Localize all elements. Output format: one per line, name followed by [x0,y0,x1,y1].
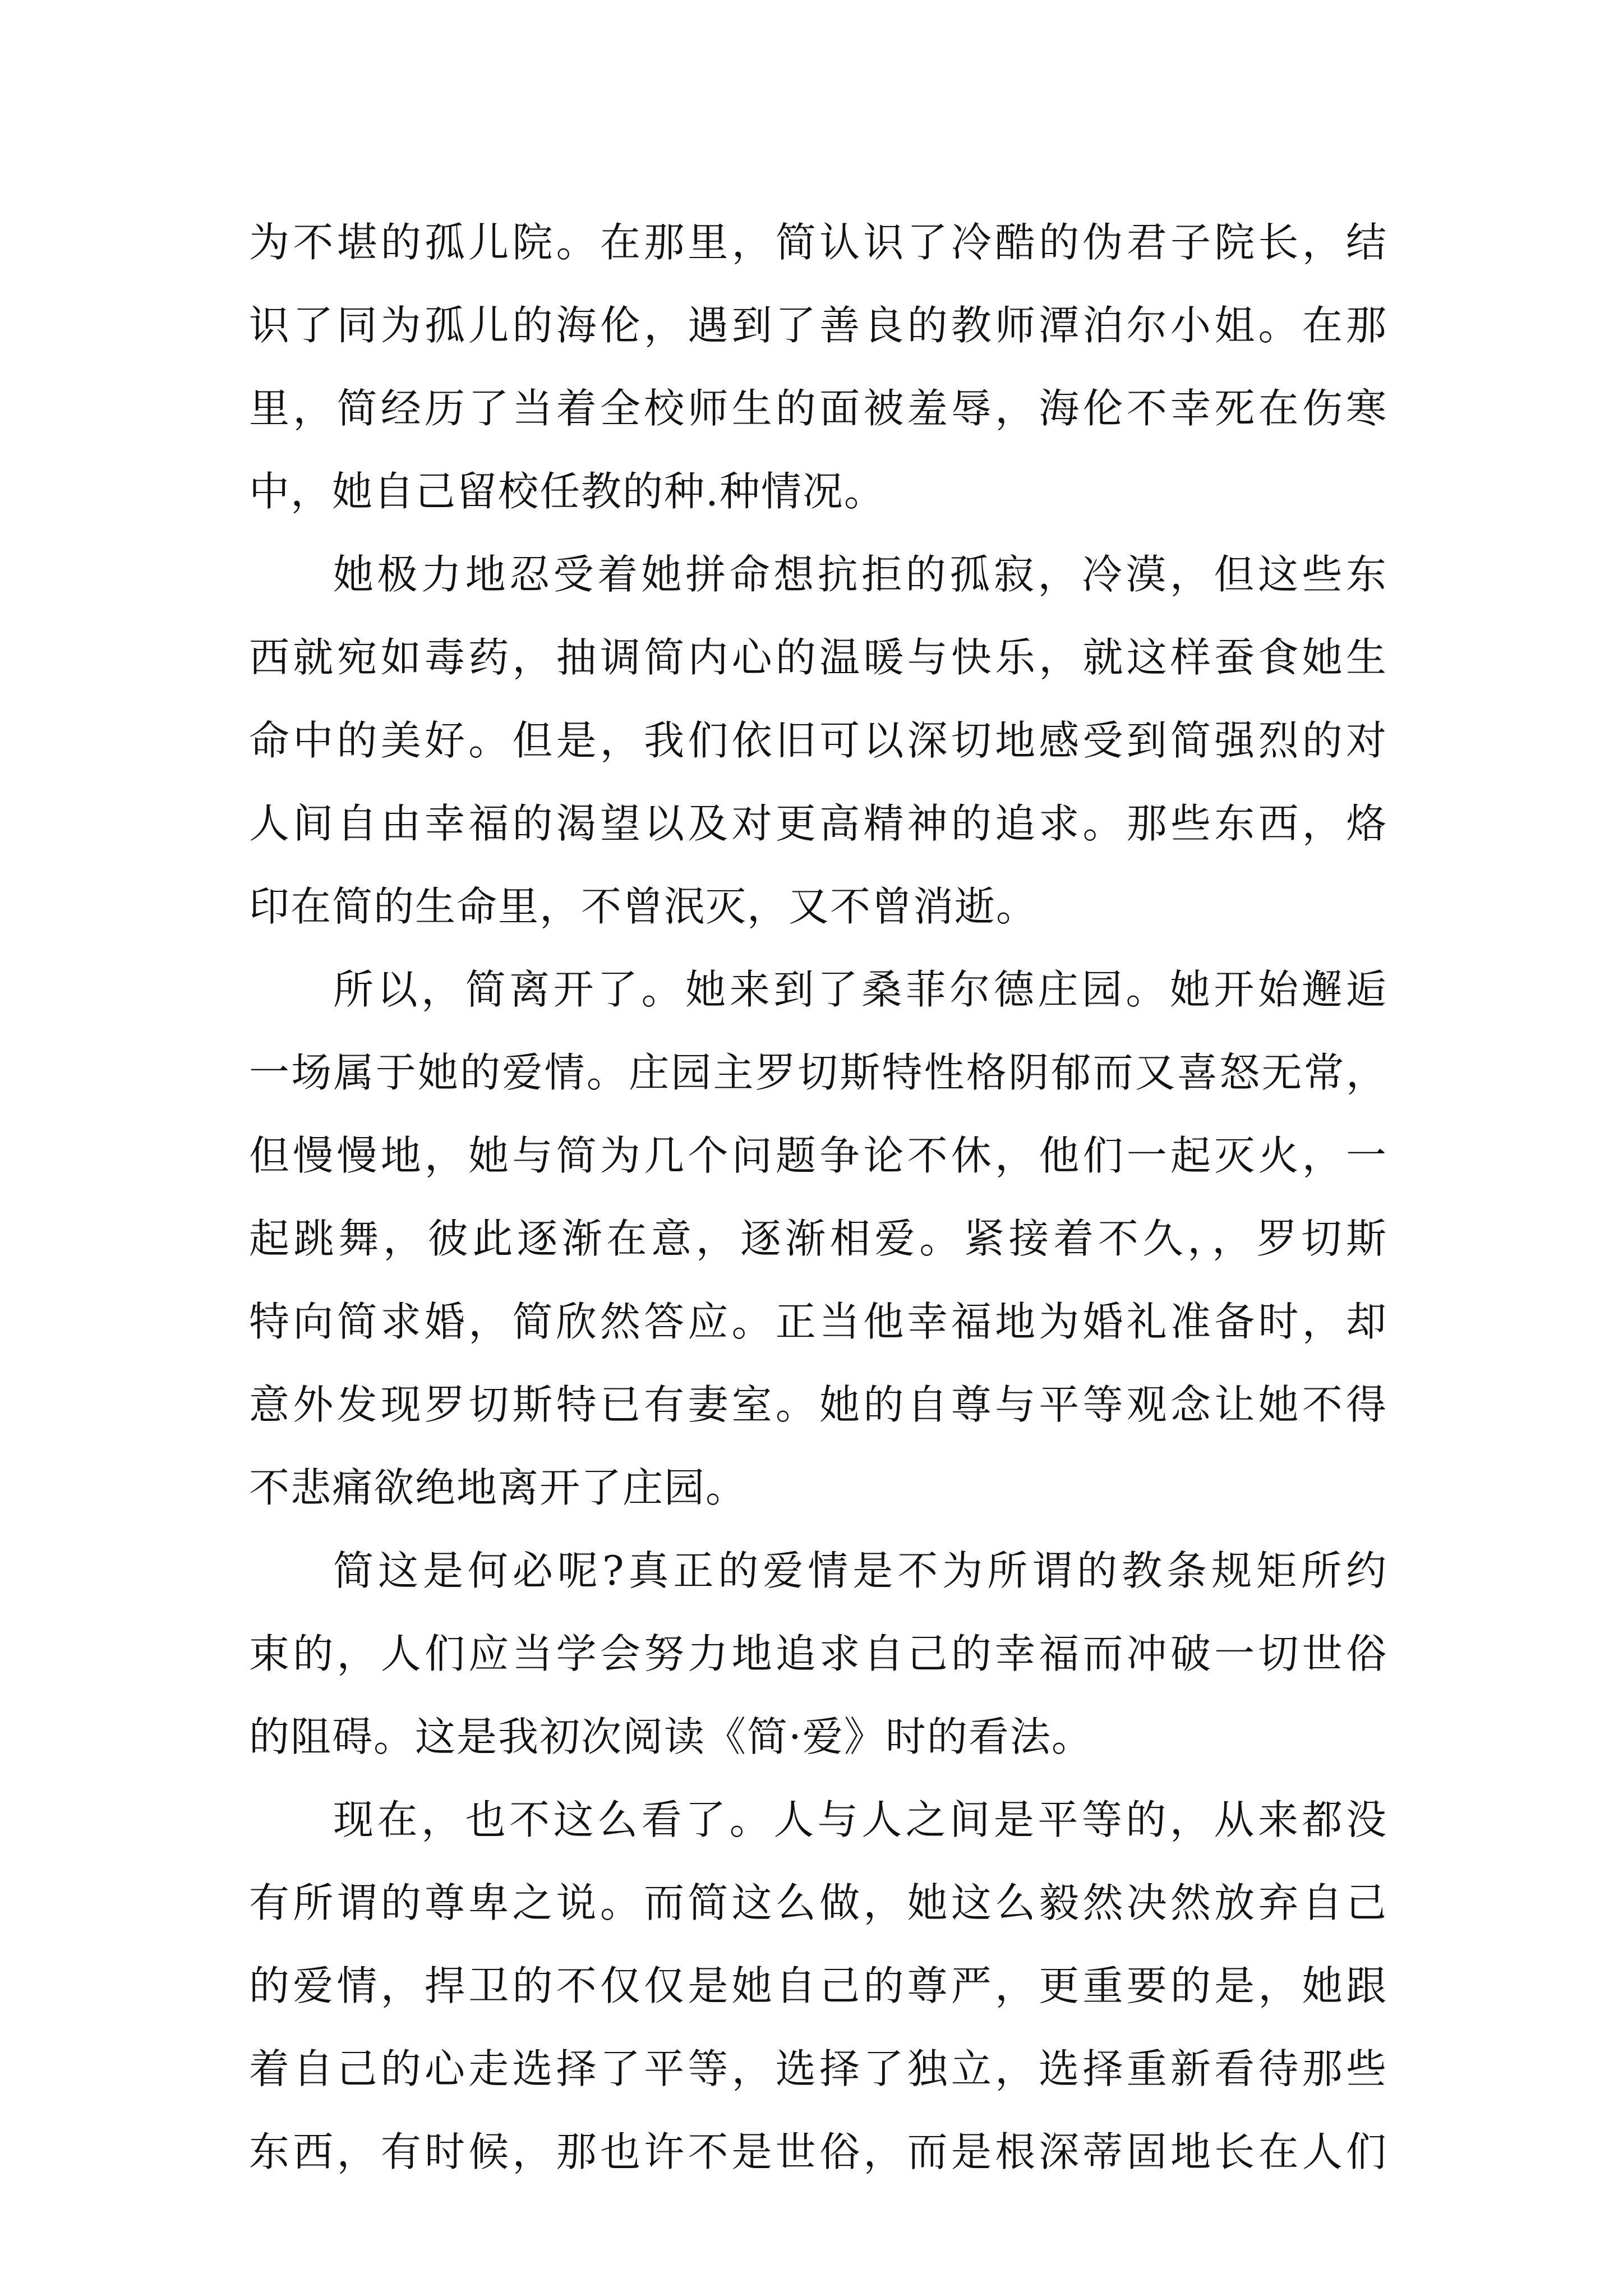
text-line: 束的，人们应当学会努力地追求自己的幸福而冲破一切世俗 [249,1630,1387,1677]
text-line: 识了同为孤儿的海伦，遇到了善良的教师潭泊尔小姐。在那 [249,302,1387,349]
text-line: 但慢慢地，她与简为几个问题争论不休，他们一起灭火，一 [249,1132,1387,1179]
body-text [249,201,1387,2193]
text-line: 的爱情，捍卫的不仅仅是她自己的尊严，更重要的是，她跟 [249,1962,1387,2009]
text-line: 里，简经历了当着全校师生的面被羞辱，海伦不幸死在伤寒 [249,385,1387,432]
text-line: 为不堪的孤儿院。在那里，简认识了冷酷的伪君子院长，结 [249,219,1387,266]
paragraph-start-line: 现在，也不这么看了。人与人之间是平等的，从来都没 [333,1796,1387,1843]
text-line: 意外发现罗切斯特已有妻室。她的自尊与平等观念让她不得 [249,1381,1387,1428]
text-line: 有所谓的尊卑之说。而简这么做，她这么毅然决然放弃自己 [249,1879,1387,1926]
text-line: 起跳舞，彼此逐渐在意，逐渐相爱。紧接着不久，，罗切斯 [249,1215,1387,1262]
text-line: 一场属于她的爱情。庄园主罗切斯特性格阴郁而又喜怒无常， [249,1049,1387,1096]
paragraph-start-line: 她极力地忍受着她拼命想抗拒的孤寂，冷漠，但这些东 [333,551,1387,598]
text-line: 不悲痛欲绝地离开了庄园。 [249,1464,748,1511]
paragraph-start-line: 所以，简离开了。她来到了桑菲尔德庄园。她开始邂逅 [333,966,1387,1013]
text-line: 中，她自己留校任教的种.种情况。 [249,468,886,515]
text-line: 人间自由幸福的渴望以及对更高精神的追求。那些东西，烙 [249,800,1387,847]
text-line: 特向简求婚，简欣然答应。正当他幸福地为婚礼准备时，却 [249,1298,1387,1345]
text-line: 着自己的心走选择了平等，选择了独立，选择重新看待那些 [249,2045,1387,2092]
text-line: 印在简的生命里，不曾泯灭，又不曾消逝。 [249,883,1038,930]
text-line: 命中的美好。但是，我们依旧可以深切地感受到简强烈的对 [249,717,1387,764]
text-line: 东西，有时候，那也许不是世俗，而是根深蒂固地长在人们 [249,2128,1387,2175]
text-line: 西就宛如毒药，抽调简内心的温暖与快乐，就这样蚕食她生 [249,634,1387,681]
text-line: 的阻碍。这是我初次阅读《简·爱》时的看法。 [249,1713,1093,1760]
paragraph-start-line: 简这是何必呢?真正的爱情是不为所谓的教条规矩所约 [333,1547,1387,1594]
